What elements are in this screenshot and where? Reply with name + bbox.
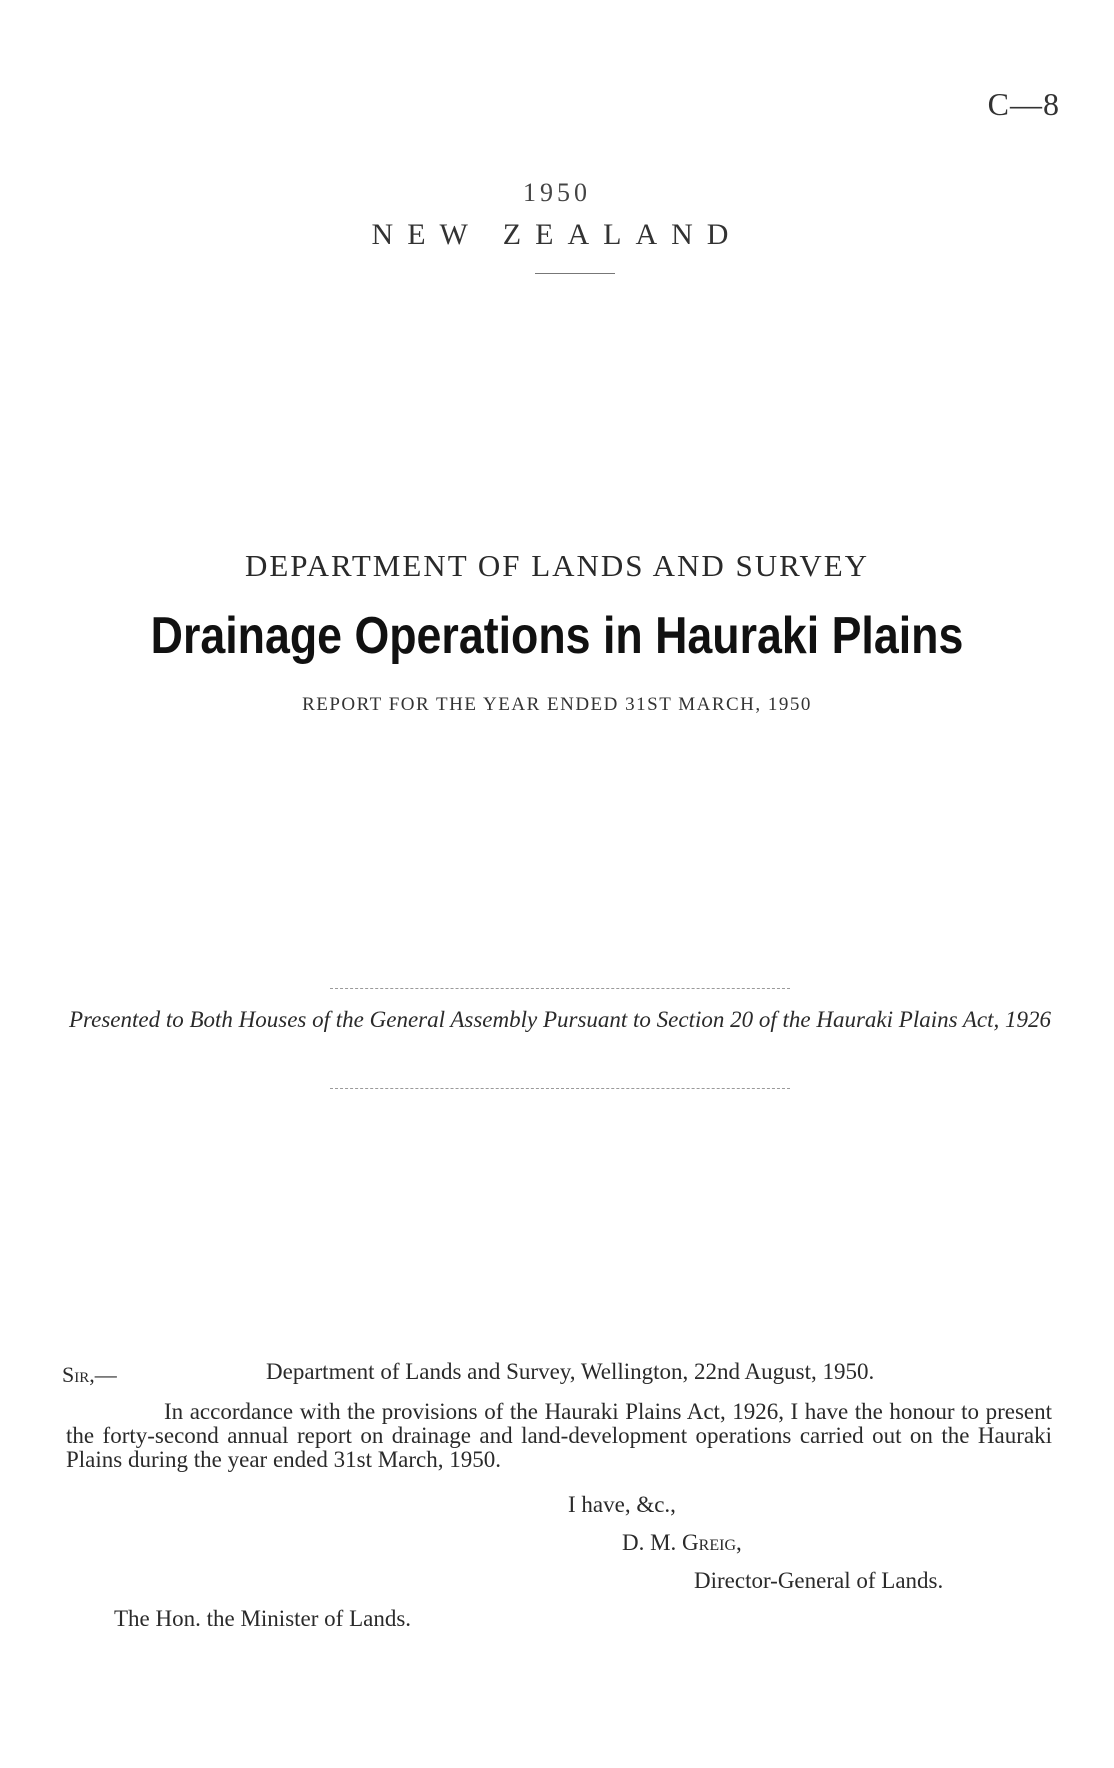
letter-signature: D. M. Greig, <box>622 1530 742 1555</box>
report-subtitle: REPORT FOR THE YEAR ENDED 31ST MARCH, 1950 <box>302 694 812 715</box>
page-code: C—8 <box>987 86 1060 122</box>
presentation-rule-bottom <box>330 1088 790 1089</box>
publication-year: 1950 <box>523 178 591 207</box>
presentation-rule-top <box>330 988 790 989</box>
country-heading: NEW ZEALAND <box>371 218 743 251</box>
letter-closing: I have, &c., <box>568 1492 676 1517</box>
letter-body: In accordance with the provisions of the Hauraki Plains Act, 1926, I have the honour to present the forty-second annual report on drainage and land-development operations carried out on the Hauraki Plains during the year ended 31st March, 1950. <box>66 1399 1052 1472</box>
signatory-title: Director-General of Lands. <box>694 1568 944 1593</box>
report-title: Drainage Operations in Hauraki Plains <box>150 607 964 665</box>
heading-divider <box>535 273 615 274</box>
letter-address-line: Department of Lands and Survey, Wellington, 22nd August, 1950. <box>266 1359 875 1384</box>
letter-salutation: Sir,— <box>62 1362 117 1387</box>
department-heading: DEPARTMENT OF LANDS AND SURVEY <box>244 548 870 583</box>
presentation-statement: Presented to Both Houses of the General Assembly Pursuant to Section 20 of the Hauraki Plains Act, 1926 <box>68 1007 1052 1032</box>
letter-addressee: The Hon. the Minister of Lands. <box>114 1606 412 1631</box>
